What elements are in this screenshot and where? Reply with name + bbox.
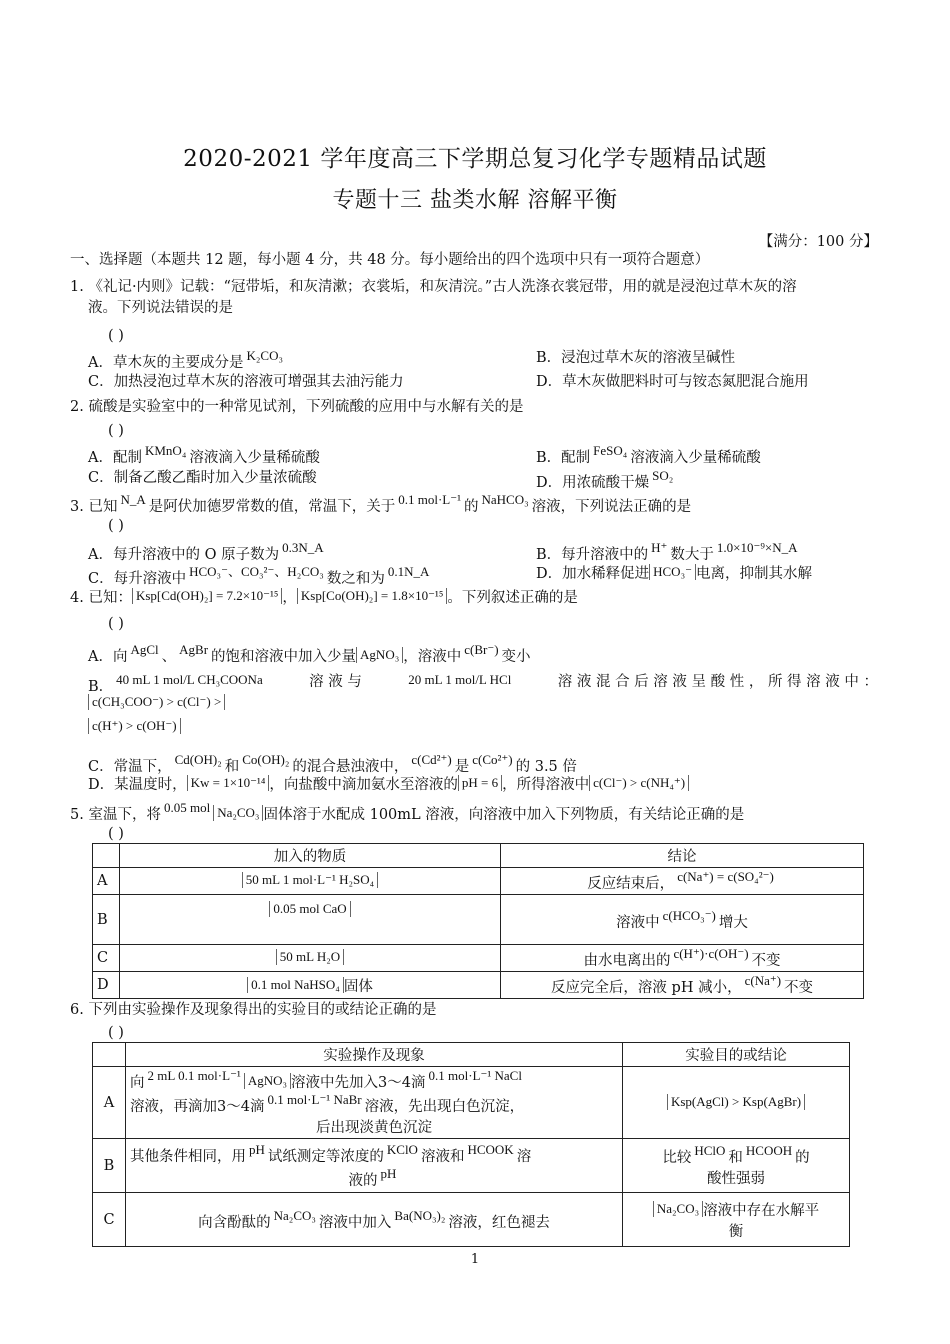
q1-option-b: B．浸泡过草木灰的溶液呈碱性 bbox=[536, 350, 736, 366]
q5-row-b-formula: 0.05 mol CaO bbox=[269, 901, 350, 917]
q6-row-a-l1-formula2: AgNO₃ bbox=[244, 1073, 291, 1089]
q6-row-a-l1-mid: 溶液中先加入3～4滴 bbox=[291, 1075, 426, 1091]
q1-answer-paren: ( ) bbox=[108, 328, 124, 344]
q4-option-b-label: B． bbox=[88, 679, 114, 695]
q3-option-c-prefix: C．每升溶液中 bbox=[88, 571, 187, 587]
q5-table bbox=[92, 843, 864, 999]
q4-option-b-mid: 溶 液 与 bbox=[309, 674, 362, 690]
q2-option-c: C．制备乙酸乙酯时加入少量浓硫酸 bbox=[88, 470, 317, 486]
q5-row-a-formula: 50 mL 1 mol·L⁻¹ H₂SO₄ bbox=[242, 872, 378, 888]
q4-formula-ksp-co: Ksp[Co(OH)₂] = 1.8×10⁻¹⁵ bbox=[297, 588, 447, 604]
q3-stem bbox=[70, 492, 691, 517]
q3-option-d bbox=[536, 564, 812, 584]
q5-row-d-conclusion bbox=[501, 972, 864, 999]
q6-row-b-c-line2: 酸性强弱 bbox=[707, 1171, 765, 1187]
q4-formula-c-co: c(Co²⁺) bbox=[472, 752, 513, 767]
q4-formula-ion-order2: c(H⁺) > c(OH⁻) bbox=[88, 718, 181, 734]
q6-row-b-l1-formula2: KClO bbox=[386, 1141, 418, 1157]
q3-formula-carbonates: HCO₃⁻、CO₃²⁻、H₂CO₃ bbox=[189, 564, 324, 579]
q3-option-a-prefix: A．每升溶液中的 O 原子数为 bbox=[88, 547, 280, 563]
q2-option-a-suffix: 溶液滴入少量稀硫酸 bbox=[189, 450, 320, 466]
q6-table bbox=[92, 1042, 850, 1247]
q3-option-c bbox=[88, 564, 432, 589]
q3-formula-1e-9na: 1.0×10⁻⁹×N_A bbox=[716, 540, 798, 555]
q3-formula-hco3: HCO₃⁻ bbox=[649, 564, 696, 580]
q5-row-c-formula: 50 mL H₂O bbox=[276, 949, 344, 965]
q3-formula-conc: 0.1 mol·L⁻¹ bbox=[398, 492, 461, 507]
q5-row-a-conclusion bbox=[501, 868, 864, 895]
q4-option-c-prefix: C．常温下， bbox=[88, 759, 172, 775]
q6-row-a-conclusion bbox=[623, 1067, 850, 1139]
q6-row-c-c-line2: 衡 bbox=[728, 1223, 744, 1240]
q2-option-d bbox=[536, 468, 676, 493]
q4-stem-suffix: 。下列叙述正确的是 bbox=[447, 590, 578, 606]
q3-option-b-prefix: B．每升溶液中的 bbox=[536, 547, 649, 563]
q4-option-d-mid2: ，所得溶液中 bbox=[502, 777, 590, 793]
q4-option-a-sep: 、 bbox=[161, 649, 177, 665]
q4-option-d-mid: ，向盐酸中滴加氨水至溶液的 bbox=[269, 777, 458, 793]
q3-option-c-mid: 数之和为 bbox=[326, 571, 385, 587]
q6-row-b-c-line1 bbox=[627, 1143, 845, 1167]
q2-formula-feso4: FeSO₄ bbox=[593, 443, 628, 458]
q4-option-a-mid2: ，溶液中 bbox=[403, 649, 462, 665]
q5-row-b-conclusion-formula: c(HCO₃⁻) bbox=[662, 907, 716, 923]
q5-row-c-conclusion bbox=[501, 945, 864, 972]
q6-row-b-conclusion bbox=[623, 1139, 850, 1193]
q3-stem-prefix: 3. 已知 bbox=[70, 499, 118, 515]
q3-option-d-prefix: D．加水稀释促进 bbox=[536, 566, 650, 582]
q3-formula-nahco3: NaHCO₃ bbox=[481, 492, 529, 507]
q4-formula-ph6: pH = 6 bbox=[458, 775, 502, 791]
table-row bbox=[93, 945, 864, 972]
q6-row-b-c1-formula2: HCOOH bbox=[745, 1143, 793, 1158]
q6-row-b-c1-mid: 和 bbox=[728, 1150, 743, 1166]
q4-option-c-mid: 和 bbox=[224, 759, 240, 775]
q2-answer-paren: ( ) bbox=[108, 423, 124, 439]
q6-row-b-l1-prefix: 其他条件相同，用 bbox=[130, 1148, 246, 1165]
q6-row-b-c1-prefix: 比较 bbox=[662, 1150, 692, 1166]
q6-row-b-label: B bbox=[93, 1139, 126, 1193]
q6-row-b-l1-formula1: pH bbox=[249, 1141, 265, 1157]
q4-formula-ksp-cd: Ksp[Cd(OH)₂] = 7.2×10⁻¹⁵ bbox=[132, 588, 282, 604]
q4-option-a-suffix: 变小 bbox=[501, 649, 531, 665]
q4-stem: 4. 已知： Ksp[Cd(OH)₂] = 7.2×10⁻¹⁵ ， Ksp[Co(OH)₂] = 1.8×10⁻¹⁵ 。下列叙述正确的是 bbox=[70, 588, 578, 606]
q5-row-b-conclusion-prefix: 溶液中 bbox=[616, 914, 660, 931]
table-row bbox=[93, 972, 864, 999]
q4-option-c bbox=[88, 752, 577, 777]
q5-row-a-substance bbox=[120, 868, 501, 895]
q6-row-a-line2 bbox=[130, 1092, 618, 1116]
q6-row-b-c1-formula1: HClO bbox=[694, 1143, 726, 1158]
q5-row-c-conclusion-suffix: 不变 bbox=[751, 953, 781, 969]
q3-formula-h-plus: H⁺ bbox=[651, 540, 668, 555]
q5-row-c-conclusion-prefix: 由水电离出的 bbox=[583, 953, 671, 969]
full-score: 【满分：100 分】 bbox=[758, 234, 878, 250]
q4-formula-ion-order1: c(CH₃COO⁻) > c(Cl⁻) > bbox=[88, 694, 225, 710]
q4-option-b-line3 bbox=[88, 718, 181, 738]
q5-table-header bbox=[93, 844, 864, 868]
q4-option-a bbox=[88, 642, 531, 667]
q5-row-a-conclusion-formula: c(Na⁺) = c(SO₄²⁻) bbox=[677, 869, 774, 884]
q3-option-a bbox=[88, 540, 327, 565]
q6-row-c-formula1: Na₂CO₃ bbox=[273, 1207, 316, 1223]
q3-stem-mid: 是阿伏加德罗常数的值，常温下，关于 bbox=[148, 499, 396, 515]
q6-row-b-c1-suffix: 的 bbox=[795, 1150, 810, 1166]
q6-row-a-line1 bbox=[130, 1068, 618, 1092]
q5-row-c-label: C bbox=[93, 945, 120, 972]
q3-formula-03na: 0.3N_A bbox=[282, 540, 324, 555]
q6-row-c-prefix: 向含酚酞的 bbox=[198, 1214, 271, 1231]
page-number: 1 bbox=[470, 1252, 480, 1267]
q4-formula-cl-nh4: c(Cl⁻) > c(NH₄⁺) bbox=[589, 775, 689, 791]
q2-stem: 2. 硫酸是实验室中的一种常见试剂，下列硫酸的应用中与水解有关的是 bbox=[70, 399, 524, 415]
q2-option-b-prefix: B．配制 bbox=[536, 450, 591, 466]
q1-formula-k2co3: K₂CO₃ bbox=[246, 348, 283, 363]
q2-option-b bbox=[536, 443, 761, 468]
q6-row-a-l2-suffix: 溶液，先出现白色沉淀， bbox=[364, 1099, 525, 1115]
q4-stem-prefix: 4. 已知： bbox=[70, 590, 132, 606]
q5-row-d-conclusion-suffix: 不变 bbox=[784, 980, 814, 996]
q2-formula-so2: SO₂ bbox=[652, 468, 674, 483]
q4-formula-c-br: c(Br⁻) bbox=[464, 642, 499, 657]
q5-row-d-substance-suffix: 固体 bbox=[343, 978, 373, 995]
q6-row-b-operation bbox=[126, 1139, 623, 1193]
q5-header-substance: 加入的物质 bbox=[120, 844, 501, 868]
q6-row-b-l2-formula: pH bbox=[380, 1165, 397, 1181]
q6-row-c-c1-formula: Na₂CO₃ bbox=[653, 1201, 703, 1217]
q6-row-c-conclusion bbox=[623, 1193, 850, 1247]
q6-row-a-l2-formula: 0.1 mol·L⁻¹ NaBr bbox=[267, 1092, 362, 1107]
q6-row-c-c1-suffix: 溶液中存在水解平 bbox=[703, 1202, 820, 1219]
q4-answer-paren: ( ) bbox=[108, 616, 124, 632]
q6-row-b-line2 bbox=[130, 1166, 618, 1190]
q5-row-d-conclusion-formula: c(Na⁺) bbox=[744, 973, 782, 988]
q4-formula-ch3coona: 40 mL 1 mol/L CH₃COONa bbox=[116, 672, 263, 687]
q6-answer-paren: ( ) bbox=[108, 1025, 124, 1041]
q1-option-d: D．草木灰做肥料时可与铵态氮肥混合施用 bbox=[536, 374, 809, 390]
q4-formula-cdoh2: Cd(OH)₂ bbox=[174, 752, 222, 767]
q6-header-conclusion: 实验目的或结论 bbox=[623, 1043, 850, 1067]
table-row bbox=[93, 1139, 850, 1193]
q6-table-header bbox=[93, 1043, 850, 1067]
q4-option-b-suffix: 溶 液 混 合 后 溶 液 呈 酸 性 ， 所 得 溶 液 中 ： bbox=[557, 674, 878, 690]
q6-row-a-operation bbox=[126, 1067, 623, 1139]
q5-row-b-label: B bbox=[93, 895, 120, 945]
q6-row-b-l2-prefix: 液的 bbox=[348, 1172, 378, 1189]
q5-row-d-formula: 0.1 mol NaHSO₄ bbox=[247, 977, 344, 993]
q2-option-a bbox=[88, 443, 320, 468]
q3-stem-mid2: 的 bbox=[464, 499, 479, 515]
q4-option-b-line2 bbox=[88, 694, 225, 714]
q6-row-a-conclusion-formula: Ksp(AgCl) > Ksp(AgBr) bbox=[667, 1094, 805, 1110]
table-row bbox=[93, 1067, 850, 1139]
q6-row-b-l1-formula3: HCOOK bbox=[467, 1141, 514, 1157]
q3-formula-na: N_A bbox=[120, 492, 146, 507]
q6-row-b-l1-mid2: 溶液和 bbox=[420, 1148, 465, 1165]
q5-answer-paren: ( ) bbox=[108, 826, 124, 842]
q5-stem bbox=[70, 800, 744, 825]
q5-header-blank bbox=[93, 844, 120, 868]
q6-header-blank bbox=[93, 1043, 126, 1067]
q4-option-d bbox=[88, 775, 689, 795]
q5-row-c-substance bbox=[120, 945, 501, 972]
q4-formula-hcl: 20 mL 1 mol/L HCl bbox=[408, 672, 512, 687]
q5-formula-mol: 0.05 mol bbox=[163, 800, 211, 815]
q4-formula-cooh2: Co(OH)₂ bbox=[242, 752, 290, 767]
q5-header-conclusion: 结论 bbox=[501, 844, 864, 868]
q6-row-a-l1-prefix: 向 bbox=[130, 1075, 145, 1091]
q4-formula-c-cd: c(Cd²⁺) bbox=[411, 752, 452, 767]
table-row bbox=[93, 895, 864, 945]
q5-row-c-conclusion-formula: c(H⁺)·c(OH⁻) bbox=[673, 946, 749, 961]
q4-formula-agno3: AgNO₃ bbox=[356, 647, 403, 663]
q2-option-a-prefix: A．配制 bbox=[88, 450, 142, 466]
q6-row-c-label: C bbox=[93, 1193, 126, 1247]
q6-row-c-mid: 溶液中加入 bbox=[318, 1214, 392, 1231]
q6-row-a-l2-prefix: 溶液，再滴加3～4滴 bbox=[130, 1099, 265, 1115]
q4-formula-agcl: AgCl bbox=[130, 642, 159, 657]
q5-row-a-conclusion-prefix: 反应结束后， bbox=[587, 876, 675, 892]
q4-option-c-mid2: 的混合悬浊液中， bbox=[292, 759, 409, 775]
q2-option-d-prefix: D．用浓硫酸干燥 bbox=[536, 475, 650, 491]
q6-row-b-l1-mid: 试纸测定等浓度的 bbox=[267, 1148, 384, 1165]
exam-title: 2020-2021 学年度高三下学期总复习化学专题精品试题 bbox=[183, 146, 767, 172]
q5-stem-suffix: 固体溶于水配成 100mL 溶液，向溶液中加入下列物质，有关结论正确的是 bbox=[263, 807, 745, 823]
q4-formula-agbr: AgBr bbox=[179, 642, 209, 657]
q4-option-a-prefix: A．向 bbox=[88, 649, 128, 665]
q1-stem-line1: 1. 《礼记·内则》记载：“冠带垢，和灰清漱；衣裳垢，和灰清浣。”古人洗涤衣裳冠带，用的就是浸泡过草木灰的溶 bbox=[70, 279, 797, 295]
q5-row-b-substance bbox=[120, 895, 501, 945]
q2-option-b-suffix: 溶液滴入少量稀硫酸 bbox=[630, 450, 761, 466]
q4-option-a-mid: 的饱和溶液中加入少量 bbox=[211, 649, 357, 665]
section-heading: 一、选择题（本题共 12 题，每小题 4 分，共 48 分。每小题给出的四个选项中只有一项符合题意） bbox=[70, 252, 710, 268]
exam-subtitle: 专题十三 盐类水解 溶解平衡 bbox=[332, 188, 618, 213]
q3-option-d-suffix: 电离，抑制其水解 bbox=[695, 566, 812, 582]
q5-row-b-conclusion bbox=[501, 895, 864, 945]
q5-formula-na2co3: Na₂CO₃ bbox=[213, 805, 263, 821]
q6-row-b-line1 bbox=[130, 1142, 618, 1166]
q5-row-b-conclusion-suffix: 增大 bbox=[718, 914, 748, 931]
q4-option-d-prefix: D．某温度时， bbox=[88, 777, 187, 793]
q4-formula-kw: Kw = 1×10⁻¹⁴ bbox=[187, 775, 270, 791]
q6-row-a-l1-formula3: 0.1 mol·L⁻¹ NaCl bbox=[428, 1068, 522, 1083]
q3-answer-paren: ( ) bbox=[108, 518, 124, 534]
q1-option-a-text: A．草木灰的主要成分是 bbox=[88, 355, 244, 371]
q4-option-c-mid3: 是 bbox=[454, 759, 470, 775]
q1-stem-line2: 液。下列说法错误的是 bbox=[88, 300, 233, 316]
table-row bbox=[93, 868, 864, 895]
q6-row-c-suffix: 溶液，红色褪去 bbox=[448, 1214, 550, 1231]
q6-row-a-label: A bbox=[93, 1067, 126, 1139]
q3-option-b bbox=[536, 540, 801, 565]
q5-stem-prefix: 5. 室温下，将 bbox=[70, 807, 161, 823]
q6-stem: 6. 下列由实验操作及现象得出的实验目的或结论正确的是 bbox=[70, 1002, 437, 1018]
q3-formula-01na: 0.1N_A bbox=[387, 564, 430, 579]
q6-row-a-line3: 后出现淡黄色沉淀 bbox=[316, 1120, 432, 1136]
q5-row-d-label: D bbox=[93, 972, 120, 999]
q6-row-c-c-line1 bbox=[627, 1199, 845, 1220]
q6-row-b-l1-suffix: 溶 bbox=[516, 1148, 532, 1165]
q5-row-a-label: A bbox=[93, 868, 120, 895]
q6-row-a-l1-formula1: 2 mL 0.1 mol·L⁻¹ bbox=[147, 1068, 241, 1083]
q1-option-a bbox=[88, 348, 286, 373]
q3-stem-suffix: 溶液，下列说法正确的是 bbox=[531, 499, 692, 515]
q6-header-operation: 实验操作及现象 bbox=[126, 1043, 623, 1067]
q6-row-c-operation bbox=[126, 1193, 623, 1247]
q4-option-c-suffix: 的 3.5 倍 bbox=[515, 759, 577, 775]
table-row bbox=[93, 1193, 850, 1247]
q3-option-b-mid: 数大于 bbox=[670, 547, 714, 563]
q5-row-d-conclusion-prefix: 反应完全后，溶液 pH 减小， bbox=[550, 980, 742, 996]
q6-row-c-formula2: Ba(NO₃)₂ bbox=[394, 1207, 446, 1223]
q2-formula-kmno4: KMnO₄ bbox=[144, 443, 187, 458]
q5-row-d-substance bbox=[120, 972, 501, 999]
q1-option-c: C．加热浸泡过草木灰的溶液可增强其去油污能力 bbox=[88, 374, 404, 390]
